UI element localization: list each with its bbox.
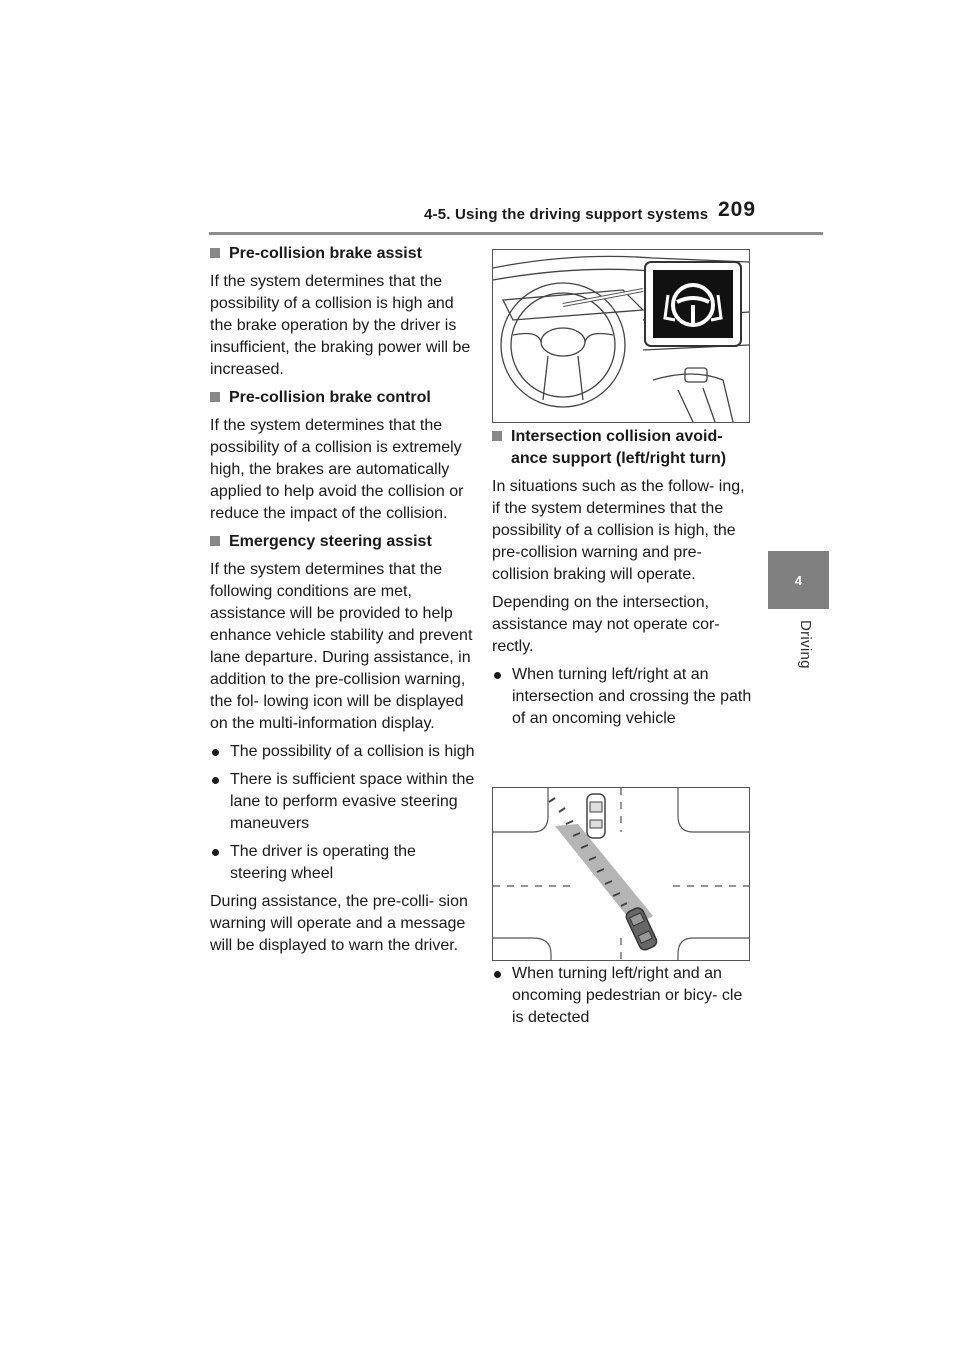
heading-text: Intersection collision avoid- ance support (left/right turn) — [511, 428, 727, 467]
list-item-text: The driver is operating the steering wheel — [230, 843, 416, 882]
heading-text: Emergency steering assist — [229, 533, 432, 550]
list-item-text: The possibility of a collision is high — [230, 743, 475, 760]
chapter-label: Driving — [797, 620, 814, 669]
section-heading — [492, 426, 757, 470]
list-item-text: When turning left/right at an intersection and crossing the path of an oncoming vehicle — [512, 666, 752, 727]
dashboard-illustration — [492, 249, 750, 423]
chapter-number: 4 — [794, 572, 803, 588]
round-bullet-icon — [212, 777, 219, 784]
header-rule — [209, 232, 823, 235]
round-bullet-icon — [494, 971, 501, 978]
turning-vehicle-icon — [624, 906, 658, 952]
paragraph: If the system determines that the possibility of a collision is high and the brake operation by the driver is insufficient, the braking power will be increased. — [210, 273, 471, 378]
list-item — [210, 841, 475, 885]
paragraph: If the system determines that the following conditions are met, assistance will be provided to help enhance vehicle stability and prevent lane departure. During assistance, in addition to the pre-collision warning, the fol- lowing icon will be displayed on the multi-information display. — [210, 561, 473, 732]
right-column — [492, 426, 757, 736]
list-item — [492, 963, 757, 1029]
section-heading — [210, 531, 475, 553]
paragraph: Depending on the intersection, assistance may not operate cor- rectly. — [492, 594, 720, 655]
right-column-bottom — [492, 963, 757, 1035]
heading-text: Pre-collision brake assist — [229, 245, 422, 262]
intersection-drawing — [493, 788, 749, 960]
paragraph: If the system determines that the possibility of a collision is extremely high, the brakes are automatically applied to help avoid the collision or reduce the impact of the collision. — [210, 417, 464, 522]
gray-square-icon — [210, 536, 220, 546]
left-column — [210, 243, 475, 963]
list-item — [210, 741, 475, 763]
list-item-text: When turning left/right and an oncoming pedestrian or bicy- cle is detected — [512, 965, 743, 1026]
list-item — [492, 664, 757, 730]
gray-square-icon — [210, 392, 220, 402]
paragraph: During assistance, the pre-colli- sion warning will operate and a message will be displayed to warn the driver. — [210, 893, 468, 954]
steering-wheel-hands-icon — [645, 262, 741, 346]
intersection-illustration — [492, 787, 750, 961]
gray-square-icon — [492, 431, 502, 441]
chapter-tab[interactable] — [768, 551, 829, 609]
oncoming-vehicle-icon — [587, 794, 605, 838]
dashboard-drawing — [493, 250, 749, 422]
section-heading — [210, 387, 475, 409]
section-title: 4-5. Using the driving support systems — [424, 206, 709, 223]
round-bullet-icon — [212, 749, 219, 756]
section-heading — [210, 243, 475, 265]
paragraph: In situations such as the follow- ing, if the system determines that the possibility of a collision is high, the pre-collision warning and pre-collision braking will operate. — [492, 478, 745, 583]
page-number: 209 — [718, 198, 757, 221]
heading-text: Pre-collision brake control — [229, 389, 431, 406]
gray-square-icon — [210, 248, 220, 258]
list-item — [210, 769, 475, 835]
list-item-text: There is sufficient space within the lane to perform evasive steering maneuvers — [230, 771, 475, 832]
round-bullet-icon — [494, 672, 501, 679]
round-bullet-icon — [212, 849, 219, 856]
